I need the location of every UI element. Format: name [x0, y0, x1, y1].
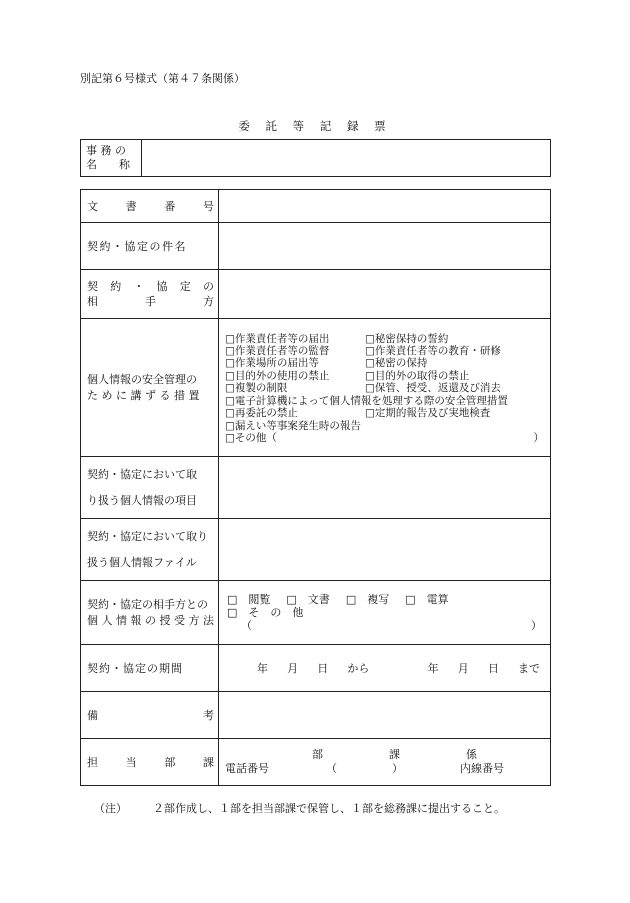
- doc-no-field[interactable]: [219, 190, 551, 223]
- doc-no-label: 文 書 番 号: [81, 190, 219, 223]
- checkbox-item[interactable]: □保管、授受、返還及び消去: [365, 382, 501, 395]
- exchange-option[interactable]: □ 文書: [286, 593, 330, 606]
- period-label: 契約・協定の期間: [81, 645, 219, 692]
- checkbox-item[interactable]: □作業責任者等の教育・研修: [365, 345, 501, 358]
- record-table: [80, 189, 551, 786]
- dept-field[interactable]: 部 課 係 電話番号 （ ） 内線番号: [219, 739, 551, 786]
- items-handled-label: 契約・協定において取 り扱う個人情報の項目: [81, 457, 219, 519]
- measures-checklist: □作業責任者等の届出 □秘密保持の誓約 □作業責任者等の監督 □作業責任者等の教育・研修 □作業場所の届出等 □秘密の保持 □目的外の使用の禁止 □目的外の取得の禁止 □複製の制限 □保管、授受、返還及び消去 □電子計算機によって個人情報を処理する際の安全管理措置 □再委託の禁止 □定期的報告及び実地検査 □漏えい等事案発生時の報告 □その他（ ）: [219, 319, 551, 457]
- checkbox-item[interactable]: □複製の制限: [225, 382, 288, 395]
- exchange-label: 契約・協定の相手方との 個 人 情 報 の 授 受 方 法: [81, 581, 219, 645]
- measures-label: 個人情報の安全管理の た め に 講 ず る 措 置: [81, 319, 219, 457]
- checkbox-item[interactable]: □再委託の禁止: [225, 407, 298, 420]
- office-name-field[interactable]: [142, 140, 551, 177]
- checkbox-item[interactable]: □作業責任者等の届出: [225, 332, 330, 345]
- exchange-option[interactable]: □ 電算: [405, 593, 449, 606]
- form-reference: 別記第６号様式（第４７条関係）: [80, 72, 245, 85]
- remarks-label: 備 考: [81, 692, 219, 739]
- form-title: 委 託 等 記 録 票: [238, 119, 392, 133]
- checkbox-item[interactable]: □定期的報告及び実地検査: [365, 407, 491, 420]
- contract-name-field[interactable]: [219, 223, 551, 270]
- checkbox-item[interactable]: □漏えい等事案発生時の報告: [225, 419, 361, 432]
- counterparty-field[interactable]: [219, 270, 551, 319]
- files-handled-field[interactable]: [219, 519, 551, 581]
- counterparty-label: 契 約 ・ 協 定 の 相 手 方: [81, 270, 219, 319]
- exchange-option[interactable]: □ 複写: [345, 593, 390, 606]
- checkbox-other[interactable]: □その他（: [225, 431, 277, 444]
- checkbox-item[interactable]: □秘密保持の誓約: [365, 332, 449, 345]
- checkbox-item[interactable]: □秘密の保持: [365, 357, 428, 370]
- checkbox-item[interactable]: □作業責任者等の監督: [225, 345, 330, 358]
- remarks-field[interactable]: [219, 692, 551, 739]
- footnote: （注） ２部作成し、１部を担当部課で保管し、１部を総務課に提出すること。: [94, 802, 505, 815]
- items-handled-field[interactable]: [219, 457, 551, 519]
- exchange-options: □ 閲覧 □ 文書 □ 複写 □ 電算 □ そ の 他 （ ）: [219, 581, 551, 645]
- contract-name-label: 契約・協定の件名: [81, 223, 219, 270]
- dept-label: 担 当 部 課: [81, 739, 219, 786]
- office-name-label: 事 務 の 名 称: [81, 140, 142, 177]
- checkbox-item[interactable]: □電子計算機によって個人情報を処理する際の安全管理措置: [225, 394, 508, 407]
- exchange-option[interactable]: □ 閲覧: [227, 593, 271, 606]
- checkbox-item[interactable]: □目的外の取得の禁止: [365, 369, 470, 382]
- checkbox-item[interactable]: □作業場所の届出等: [225, 357, 319, 370]
- period-field[interactable]: 年 月 日 から 年 月 日 まで: [219, 645, 551, 692]
- office-name-table: [80, 139, 551, 177]
- checkbox-item[interactable]: □目的外の使用の禁止: [225, 369, 330, 382]
- exchange-other[interactable]: □ そ の 他: [227, 606, 304, 619]
- files-handled-label: 契約・協定において取り 扱う個人情報ファイル: [81, 519, 219, 581]
